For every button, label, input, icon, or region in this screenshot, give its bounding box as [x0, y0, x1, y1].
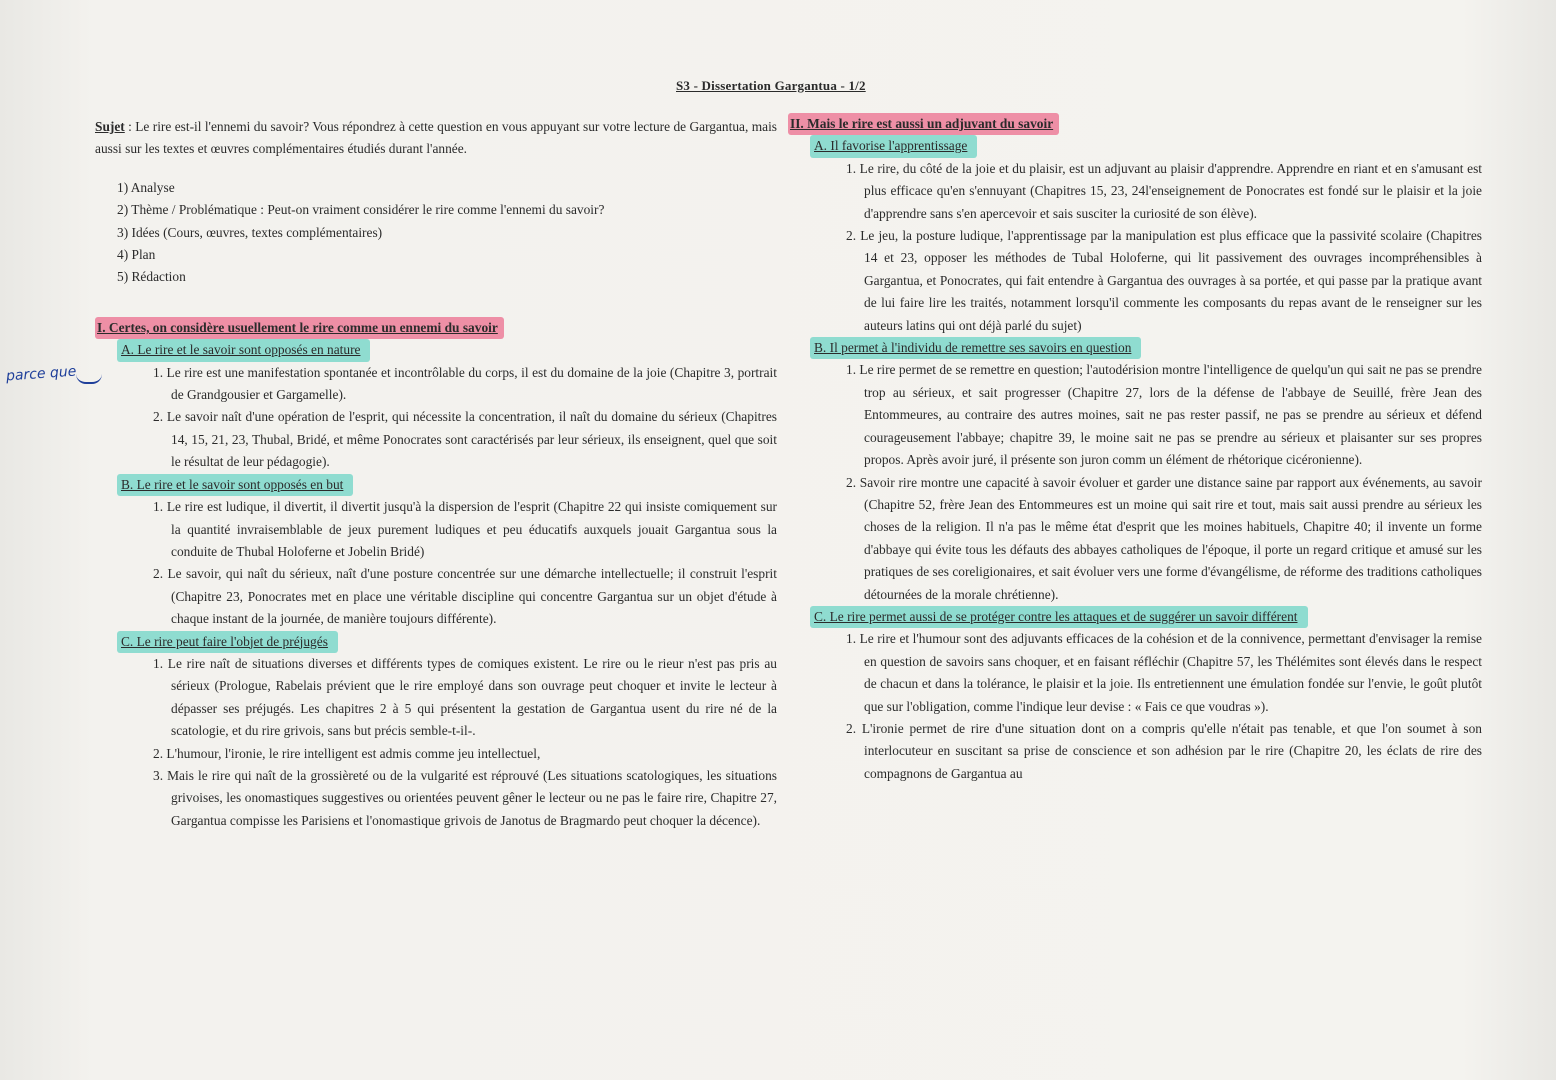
section-item: 2. L'humour, l'ironie, le rire intelligent est admis comme jeu intellectuel,: [153, 745, 541, 761]
right-column: [788, 113, 1482, 785]
subject-paragraph: [95, 116, 777, 161]
method-step: 4) Plan: [117, 247, 156, 263]
part-2-heading: II. Mais le rire est aussi un adjuvant du savoir: [788, 113, 1059, 135]
section-item: 3. Mais le rire qui naît de la grossièreté ou de la vulgarité est réprouvé (Les situations scatologiques, les situations grivoises, les onomastiques suggestives ou orientées peuvent gêner le lecteur ou ne pas le faire rire, Chapitre 27, Gargantua compisse les Parisiens et l'onomastique grivois de Janotus de Bragmardo peut choquer la décence).: [153, 767, 777, 828]
section-item: 2. L'ironie permet de rire d'une situation dont on a compris qu'elle n'était pas tenable, et que l'on soumet à son interlocuteur en suscitant sa prise de conscience et son adhésion par le rire (Chapitre 20, les éclats de rire des compagnons de Gargantua au: [846, 720, 1482, 781]
part-2: [788, 113, 1482, 785]
part-2-section-b: [788, 337, 1482, 606]
handwritten-margin-note: parce que: [5, 363, 77, 385]
method-step: 1) Analyse: [117, 179, 175, 195]
part-1-heading: I. Certes, on considère usuellement le rire comme un ennemi du savoir: [95, 317, 504, 339]
subject-label: Sujet: [95, 119, 125, 134]
section-item: 2. Le jeu, la posture ludique, l'apprentissage par la manipulation est plus efficace que la passivité scolaire (Chapitres 14 et 23, opposer les méthodes de Tubal Holoferne, qui lit passivement des ouvrages incompréhensibles à Gargantua, et Ponocrates, qui fait entendre à Gargantua des ouvrages à sa portée, et qui passe par la pratique avant de lui faire lire les traités, notamment lorsqu'il commente les composants du repas avant de le renseigner sur les auteurs latins qui ont déjà parlé du sujet): [846, 228, 1482, 333]
section-item: 1. Le rire et l'humour sont des adjuvants efficaces de la cohésion et de la connivence, permettant d'envisager la remise en question de savoirs sans choquer, et en faisant réfléchir (Chapitre 57, les Thélémites sont élevés dans le respect de chacun et dans la tolérance, le plaisir et la joie. Ils entretiennent une émulation fondée sur l'envie, le goût plutôt que sur l'obligation, comme l'indique leur devise : « Fais ce que voudras »).: [846, 631, 1482, 714]
subject-text: : Le rire est-il l'ennemi du savoir? Vous répondrez à cette question en vous appuyant sur votre lecture de Gargantua, mais aussi sur les textes et œuvres complémentaires étudiés durant l'année.: [95, 119, 777, 157]
method-step: 2) Thème / Problématique : Peut-on vraiment considérer le rire comme l'ennemi du savoir?: [117, 202, 605, 218]
section-item: 1. Le rire permet de se remettre en question; l'autodérision montre l'intelligence de quelqu'un qui sait ne pas se prendre trop au sérieux, et sait progresser (Chapitre 27, lors de la défense de l'abbaye de Seuillé, frère Jean des Entommeures, au contraire des autres moines, sait ne pas rester passif, ne pas se prendre au sérieux et défend courageusement l'abbaye; chapitre 39, le moine sait ne pas se prendre au sérieux et plaisanter sur ses propres propos. Après avoir juré, il présente son juron comm un élément de rhétorique cicéronienne).: [846, 362, 1482, 468]
part-2-section-c: [788, 606, 1482, 785]
part-2-section-a: [788, 135, 1482, 337]
page-title: S3 - Dissertation Gargantua - 1/2: [676, 78, 866, 93]
part-1-section-a: [95, 339, 777, 473]
section-item: 2. Le savoir, qui naît du sérieux, naît d'une posture concentrée sur une démarche intellectuelle; il construit l'esprit (Chapitre 23, Ponocrates met en place une véritable discipline qui concentre Gargantua sur un objet d'étude à chaque instant de la journée, de manière toujours différente).: [153, 566, 777, 627]
left-column: [95, 116, 777, 832]
section-heading: C. Le rire permet aussi de se protéger contre les attaques et de suggérer un savoir différent: [810, 606, 1308, 628]
section-heading: C. Le rire peut faire l'objet de préjugés: [117, 631, 338, 653]
section-item: 2. Savoir rire montre une capacité à savoir évoluer et garder une distance saine par rapport aux événements, au savoir (Chapitre 52, frère Jean des Entommeures est un moine qui sait rire et tout, mais sait aussi prendre au sérieux les choses de la religion. Il n'a pas le même état d'esprit que les moines habituels, Chapitre 40; il invente un forme d'abbaye qui évite tous les défauts des abbayes catholiques de l'époque, il porte un regard critique et amusé sur les pratiques de ses coreligionaires, et sait évoluer vers une forme d'évangélisme, de réforme des traditions catholiques détournées de la morale chrétienne).: [846, 474, 1482, 602]
section-heading: A. Le rire et le savoir sont opposés en nature: [117, 339, 370, 361]
method-step: 5) Rédaction: [117, 269, 186, 285]
section-item: 1. Le rire est ludique, il divertit, il divertit jusqu'à la dispersion de l'esprit (Chapitre 22 qui insiste comiquement sur la quantité invraisemblable de jeux purement ludiques et peu éducatifs auxquels jouait Gargantua sous la conduite de Thubal Holoferne et Jobelin Bridé): [153, 499, 777, 559]
part-1-section-b: [95, 474, 777, 631]
section-item: 2. Le savoir naît d'une opération de l'esprit, qui nécessite la concentration, il naît du domaine du sérieux (Chapitres 14, 15, 21, 23, Thubal, Bridé, et même Ponocrates sont caractérisés par leur sérieux, ils enseignent, quel que soit le résultat de leur pédagogie).: [153, 409, 777, 470]
section-heading: B. Le rire et le savoir sont opposés en but: [117, 474, 353, 496]
section-item: 1. Le rire est une manifestation spontanée et incontrôlable du corps, il est du domaine de la joie (Chapitre 3, portrait de Grandgousier et Gargamelle).: [153, 364, 777, 403]
method-step: 3) Idées (Cours, œuvres, textes complémentaires): [117, 224, 383, 240]
part-1-section-c: [95, 631, 777, 833]
section-item: 1. Le rire, du côté de la joie et du plaisir, est un adjuvant au plaisir d'apprendre. Apprendre en riant et en s'amusant est plus efficace qu'en s'ennuyant (Chapitres 15, 23, 24l'enseignement de Ponocrates est fondé sur le plaisir et la joie d'apprendre sans s'en apercevoir et sais susciter la curiosité de son élève).: [846, 160, 1482, 221]
part-1: [95, 317, 777, 832]
section-heading: B. Il permet à l'individu de remettre ses savoirs en question: [810, 337, 1141, 359]
method-steps-list: [95, 177, 777, 289]
section-item: 1. Le rire naît de situations diverses et différents types de comiques existent. Le rire ou le rieur n'est pas pris au sérieux (Prologue, Rabelais prévient que le rire employé dans son ouvrage peut choquer et invite le lecteur à dépasser ses préjugés. Les chapitres 2 à 5 qui présentent la gestation de Gargantua usent du rire né de la scatologie, et du rire grivois, sans but précis semble-t-il-.: [153, 655, 777, 739]
section-heading: A. Il favorise l'apprentissage: [810, 135, 977, 157]
